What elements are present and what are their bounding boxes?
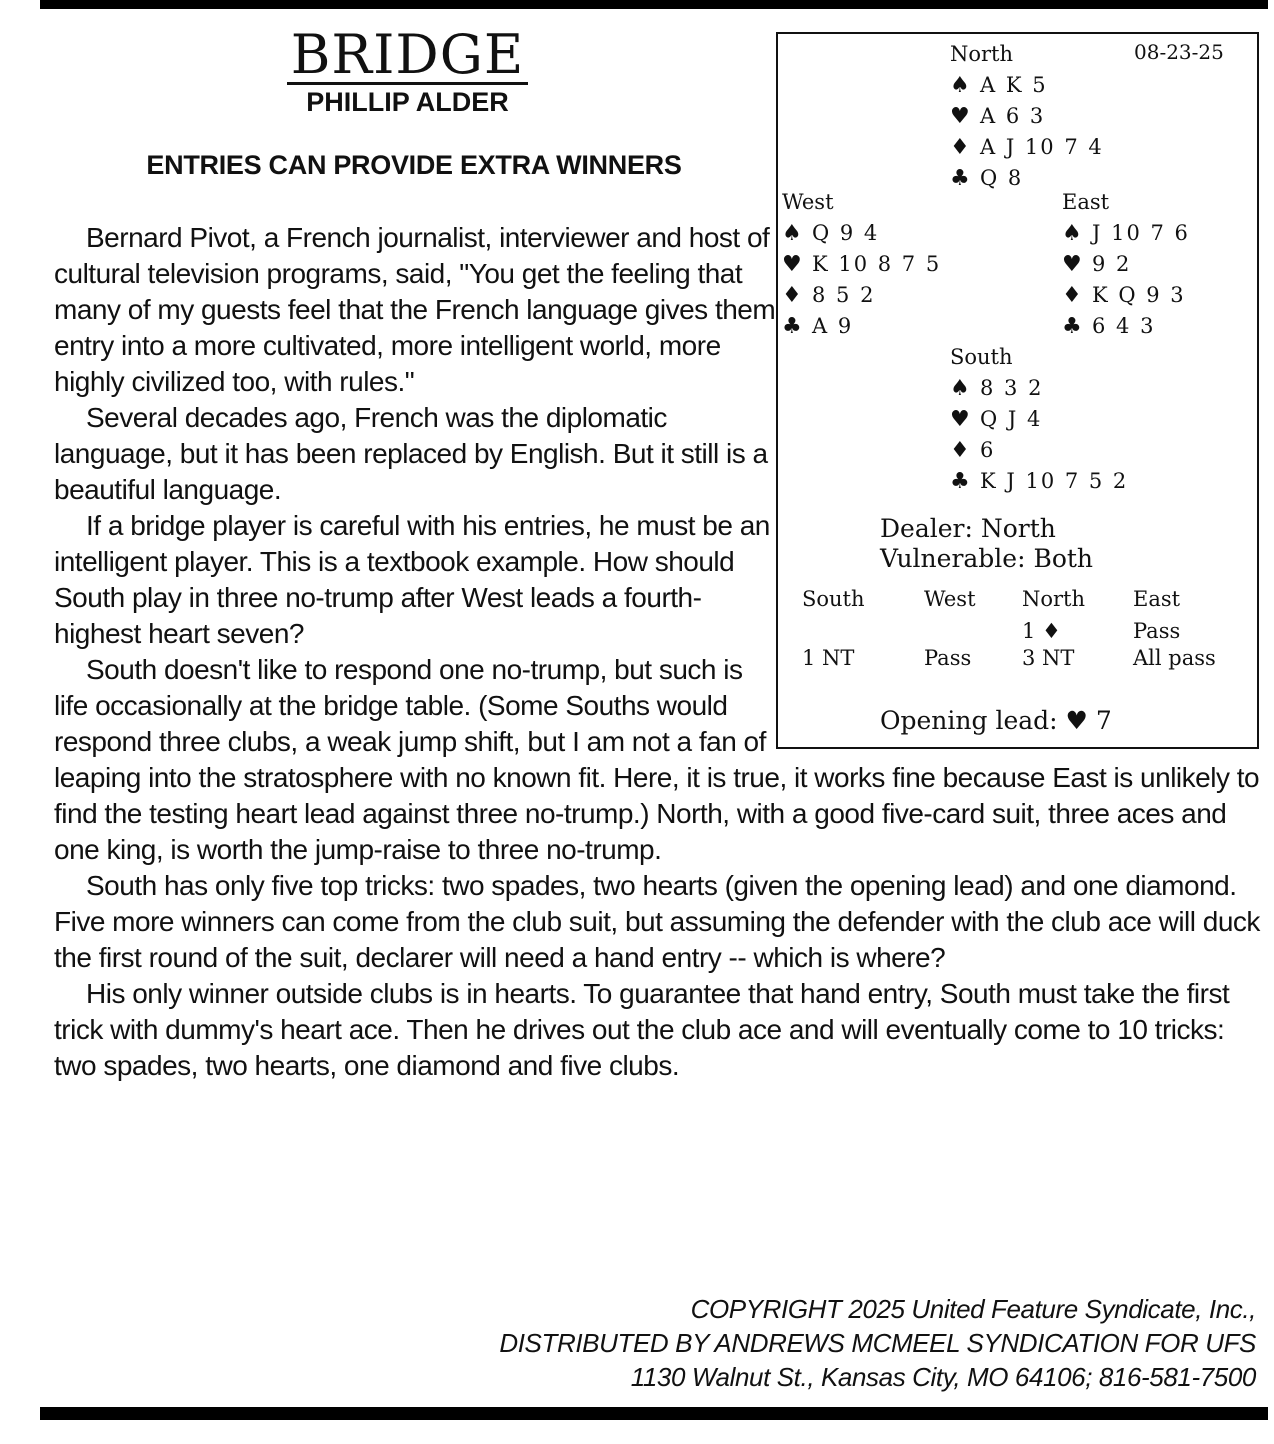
column-title: BRIDGE bbox=[287, 28, 529, 85]
dealer: Dealer: North bbox=[880, 514, 1056, 543]
clubs-holding: ♣ Q 8 bbox=[950, 163, 1104, 194]
spades-holding: ♠ Q 9 4 bbox=[782, 218, 941, 249]
auction-bid: Pass bbox=[1133, 619, 1181, 643]
club-icon: ♣ bbox=[950, 469, 970, 494]
bottom-rule bbox=[40, 1407, 1268, 1420]
diamond-icon: ♦ bbox=[950, 438, 970, 463]
auction-bid: Pass bbox=[924, 646, 972, 670]
club-icon: ♣ bbox=[1062, 314, 1082, 339]
club-icon: ♣ bbox=[950, 166, 970, 191]
copyright-line: DISTRIBUTED BY ANDREWS MCMEEL SYNDICATION FOR UFS bbox=[499, 1328, 1256, 1358]
hearts-holding: ♥ A 6 3 bbox=[950, 101, 1104, 132]
spades-holding: ♠ 8 3 2 bbox=[950, 373, 1128, 404]
author-name: PHILLIP ALDER bbox=[306, 87, 509, 117]
spade-icon: ♠ bbox=[1062, 221, 1082, 246]
heart-icon: ♥ bbox=[950, 407, 970, 432]
hand-label: North bbox=[950, 42, 1014, 66]
vulnerability: Vulnerable: Both bbox=[880, 544, 1094, 573]
hearts-holding: ♥ 9 2 bbox=[1062, 249, 1190, 280]
top-rule bbox=[40, 0, 1268, 9]
hand-west bbox=[782, 186, 941, 342]
deal-info bbox=[880, 514, 1093, 574]
auction-header: North bbox=[1022, 587, 1086, 611]
deal-diagram bbox=[776, 32, 1259, 749]
hearts-holding: ♥ K 10 8 7 5 bbox=[782, 249, 941, 280]
hand-label: West bbox=[782, 190, 834, 214]
paragraph: His only winner outside clubs is in hearts. To guarantee that hand entry, South must take the first trick with dummy's heart ace. Then he drives out the club ace and will eventually come to 10 tricks: two spades, two hearts, one diamond and five clubs. bbox=[54, 978, 1230, 1081]
copyright-line: COPYRIGHT 2025 United Feature Syndicate, Inc., bbox=[690, 1294, 1256, 1324]
opening-lead bbox=[880, 706, 1112, 736]
heart-icon: ♥ bbox=[782, 252, 802, 277]
hand-north bbox=[950, 38, 1104, 194]
diamond-icon: ♦ bbox=[782, 283, 802, 308]
spade-icon: ♠ bbox=[950, 376, 970, 401]
opening-lead-label: Opening lead: bbox=[880, 706, 1058, 735]
hearts-holding: ♥ Q J 4 bbox=[950, 404, 1128, 435]
hand-label: South bbox=[950, 345, 1013, 369]
deal-date: 08-23-25 bbox=[1134, 40, 1224, 64]
diamond-icon: ♦ bbox=[1062, 283, 1082, 308]
clubs-holding: ♣ 6 4 3 bbox=[1062, 311, 1190, 342]
club-icon: ♣ bbox=[782, 314, 802, 339]
auction-bid: 3 NT bbox=[1022, 646, 1075, 670]
diamonds-holding: ♦ 8 5 2 bbox=[782, 280, 941, 311]
auction-bid: 1 ♦ bbox=[1022, 619, 1061, 643]
diamonds-holding: ♦ K Q 9 3 bbox=[1062, 280, 1190, 311]
auction-bid: 1 NT bbox=[802, 646, 855, 670]
paragraph: South doesn't like to respond one no-trump, but such is life occasionally at the bridge table. (Some Souths would respond three clubs, a weak jump shift, but I am not a fan of leaping into the stratosphere with no known fit. Here, it is true, it works fine because East is unlikely to find the testing heart lead against three no-trump.) North, with a good five-card suit, three aces and one king, is worth the jump-raise to three no-trump. bbox=[54, 654, 1260, 865]
heart-icon: ♥ bbox=[1062, 252, 1082, 277]
diamonds-holding: ♦ A J 10 7 4 bbox=[950, 132, 1104, 163]
diamond-icon: ♦ bbox=[950, 135, 970, 160]
hand-label: East bbox=[1062, 190, 1110, 214]
hand-east bbox=[1062, 186, 1190, 342]
hand-south bbox=[950, 341, 1128, 497]
copyright-line: 1130 Walnut St., Kansas City, MO 64106; 816-581-7500 bbox=[630, 1362, 1256, 1392]
auction-bid: All pass bbox=[1133, 646, 1216, 670]
auction-header: South bbox=[802, 587, 865, 611]
copyright-notice bbox=[499, 1292, 1256, 1394]
auction-header: West bbox=[924, 587, 976, 611]
clubs-holding: ♣ A 9 bbox=[782, 311, 941, 342]
paragraph: South has only five top tricks: two spades, two hearts (given the opening lead) and one diamond. Five more winners can come from the club suit, but assuming the defender with the club ace will duck the first round of the suit, declarer will need a hand entry -- which is where? bbox=[54, 870, 1260, 973]
paragraph: If a bridge player is careful with his entries, he must be an intelligent player. This is a textbook example. How should South play in three no-trump after West leads a fourth-highest heart seven? bbox=[54, 510, 770, 649]
headline: ENTRIES CAN PROVIDE EXTRA WINNERS bbox=[146, 150, 682, 180]
auction-header: East bbox=[1133, 587, 1181, 611]
spades-holding: ♠ A K 5 bbox=[950, 70, 1104, 101]
spade-icon: ♠ bbox=[950, 73, 970, 98]
heart-icon: ♥ bbox=[950, 104, 970, 129]
diamonds-holding: ♦ 6 bbox=[950, 435, 1128, 466]
opening-lead-card: ♥ 7 bbox=[1065, 706, 1112, 735]
paragraph: Several decades ago, French was the diplomatic language, but it has been replaced by English. But it still is a beautiful language. bbox=[54, 402, 768, 505]
masthead bbox=[255, 23, 560, 117]
clubs-holding: ♣ K J 10 7 5 2 bbox=[950, 466, 1128, 497]
paragraph: Bernard Pivot, a French journalist, interviewer and host of cultural television programs, said, "You get the feeling that many of my guests feel that the French language gives them entry into a more cultivated, more intelligent world, more highly civilized too, with rules." bbox=[54, 222, 776, 397]
spades-holding: ♠ J 10 7 6 bbox=[1062, 218, 1190, 249]
spade-icon: ♠ bbox=[782, 221, 802, 246]
